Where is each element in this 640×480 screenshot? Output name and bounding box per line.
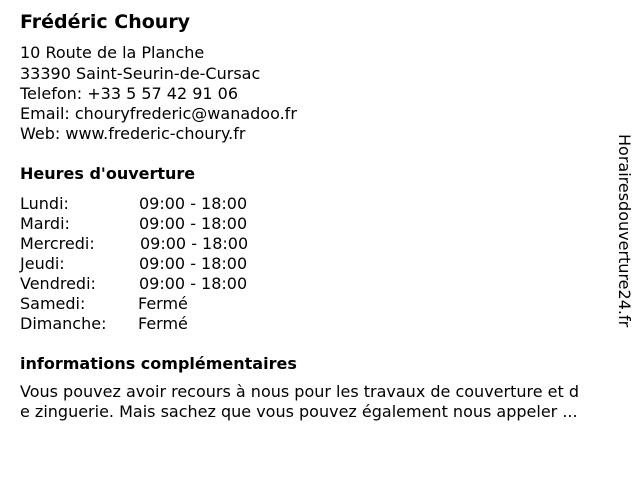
site-watermark [612,134,636,344]
business-name: Frédéric Choury [20,11,191,33]
additional-info-heading: informations complémentaires [20,354,297,373]
hours-row-day: Samedi: [20,294,86,313]
address-street: 10 Route de la Planche [20,43,205,62]
hours-row-time: 09:00 - 18:00 [140,234,249,253]
hours-row-day: Mercredi: [20,234,95,253]
hours-row-day: Jeudi: [20,254,65,273]
opening-hours-heading: Heures d'ouverture [20,164,196,183]
hours-row-time: 09:00 - 18:00 [139,274,248,293]
additional-info-text [20,382,626,422]
hours-row-time: 09:00 - 18:00 [139,254,248,273]
hours-row-time: 09:00 - 18:00 [139,214,248,233]
phone-text: Telefon: +33 5 57 42 91 06 [20,84,239,103]
hours-row-day: Vendredi: [20,274,96,293]
additional-info-line: e zinguerie. Mais sachez que vous pouvez également nous appeler ... [20,402,578,421]
hours-row-time: 09:00 - 18:00 [139,194,248,213]
email-text: Email: chouryfrederic@wanadoo.fr [20,104,297,123]
additional-info-line: Vous pouvez avoir recours à nous pour les travaux de couverture et d [20,382,580,401]
address-city: 33390 Saint-Seurin-de-Cursac [20,64,261,83]
hours-row-day: Mardi: [20,214,70,233]
hours-row-time: Fermé [138,294,188,313]
hours-row-day: Dimanche: [20,314,107,333]
site-watermark-text: Horairesdouverture24.fr [615,134,634,328]
hours-row-day: Lundi: [20,194,69,213]
website-text: Web: www.frederic-choury.fr [20,124,246,143]
hours-row-time: Fermé [138,314,188,333]
